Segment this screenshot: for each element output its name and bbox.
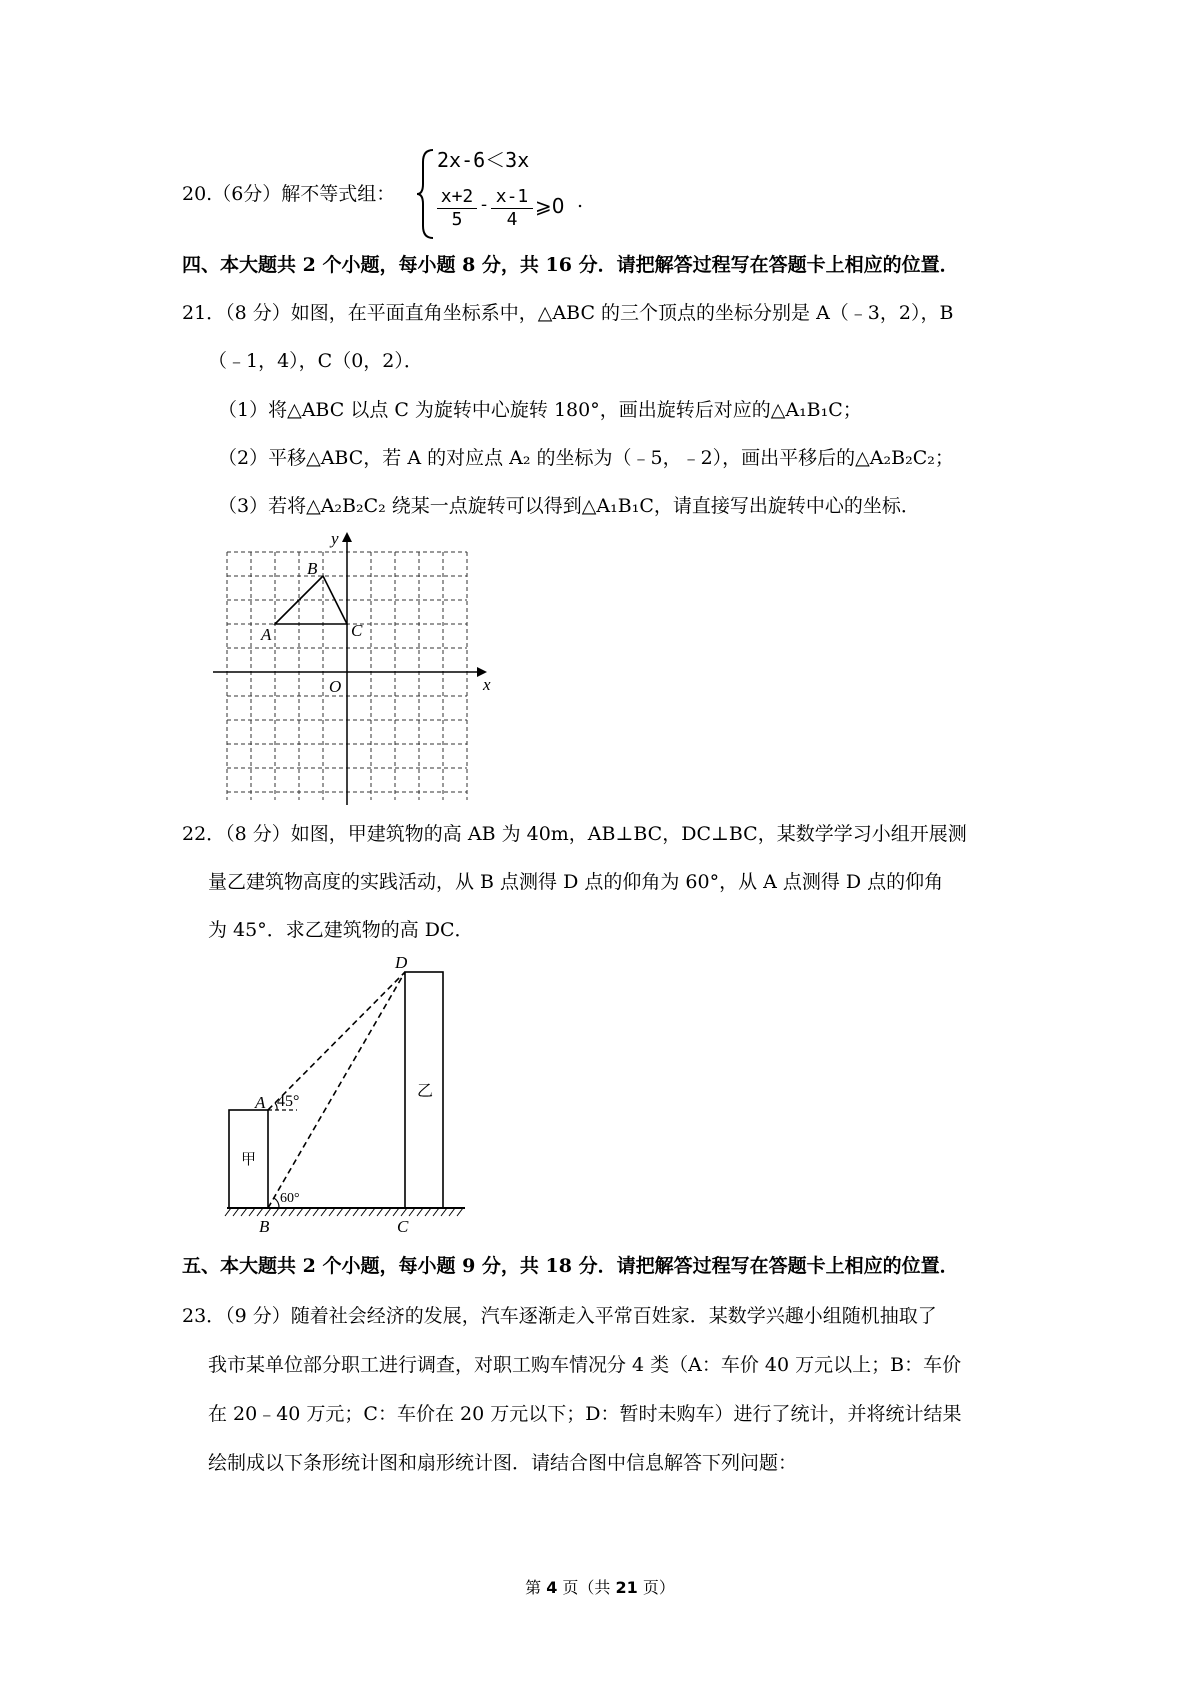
y-axis-arrow-icon [342,532,352,542]
label-d: D [395,953,408,972]
label-c-building: C [397,1217,409,1236]
q20-frac1 [437,186,477,231]
label-a-building: A [255,1093,266,1112]
brace-icon [415,148,439,240]
label-60: 60° [280,1191,300,1206]
q21-coordinate-figure [205,530,495,805]
label-yi: 乙 [417,1083,434,1100]
label-o: O [329,677,342,696]
q20-frac2-num: x-1 [491,186,533,209]
q20-frac2-den: 4 [506,209,518,230]
q23-line3: 在 20﹣40 万元；C：车价在 20 万元以下；D：暂时未购车）进行了统计，并将统计结果 [208,1403,962,1425]
q20-frac2 [491,186,533,231]
angle-60-arc [274,1198,279,1208]
q23-line1: 23．（9 分）随着社会经济的发展，汽车逐渐走入平常百姓家．某数学兴趣小组随机抽取了 [182,1305,937,1327]
sight-line-ad [268,972,405,1110]
page-footer [0,1575,1200,1598]
footer-middle: 页（共 [557,1578,616,1597]
label-b: B [307,559,318,578]
q22-line1: 22．（8 分）如图，甲建筑物的高 AB 为 40m，AB⊥BC，DC⊥BC，某数学学习小组开展测 [182,823,967,845]
q20-end: . [577,190,584,212]
footer-total: 21 [615,1578,638,1597]
label-c: C [351,621,363,640]
q22-line2: 量乙建筑物高度的实践活动，从 B 点测得 D 点的仰角为 60°，从 A 点测得 D 点的仰角 [208,871,944,893]
label-a: A [261,625,272,644]
sight-line-bd [268,972,405,1208]
q20-system [415,148,605,240]
label-b-building: B [259,1217,270,1236]
footer-page: 4 [546,1578,558,1597]
q20-minus: - [481,194,488,215]
label-jia: 甲 [241,1152,257,1168]
q22-buildings-figure [205,946,495,1246]
q20-frac1-num: x+2 [437,186,477,209]
footer-prefix: 第 [525,1578,547,1597]
ground-hatching [225,1208,463,1216]
q23-line2: 我市某单位部分职工进行调查，对职工购车情况分 4 类（A：车价 40 万元以上；B：车价 [208,1354,962,1376]
q21-part1: （1）将△ABC 以点 C 为旋转中心旋转 180°，画出旋转后对应的△A₁B₁C； [218,399,862,421]
q21-part3: （3）若将△A₂B₂C₂ 绕某一点旋转可以得到△A₁B₁C，请直接写出旋转中心的坐标． [218,495,920,517]
q20-line1: 2x-6＜3x [437,148,530,172]
q20-ge: ⩾0 [535,194,565,218]
q21-part2: （2）平移△ABC，若 A 的对应点 A₂ 的坐标为（﹣5，﹣2），画出平移后的△A₂B₂C₂； [218,447,954,469]
q22-line3: 为 45°．求乙建筑物的高 DC． [208,919,474,941]
q21-line1: 21．（8 分）如图，在平面直角坐标系中，△ABC 的三个顶点的坐标分别是 A（﹣3，2），B [182,302,954,324]
label-x: x [483,675,491,694]
q21-line2: （﹣1，4），C（0，2）． [208,350,423,372]
section5-heading: 五、本大题共 2 个小题，每小题 9 分，共 18 分．请把解答过程写在答题卡上相应的位置． [182,1255,959,1277]
label-45: 45° [277,1093,300,1110]
q23-line4: 绘制成以下条形统计图和扇形统计图．请结合图中信息解答下列问题： [208,1452,798,1474]
section4-heading: 四、本大题共 2 个小题，每小题 8 分，共 16 分．请把解答过程写在答题卡上相应的位置． [182,254,959,276]
q20-stem: 20.（6分）解不等式组： [182,183,396,205]
footer-suffix: 页） [637,1578,675,1597]
q20-frac1-den: 5 [451,209,463,230]
label-y: y [331,530,339,548]
